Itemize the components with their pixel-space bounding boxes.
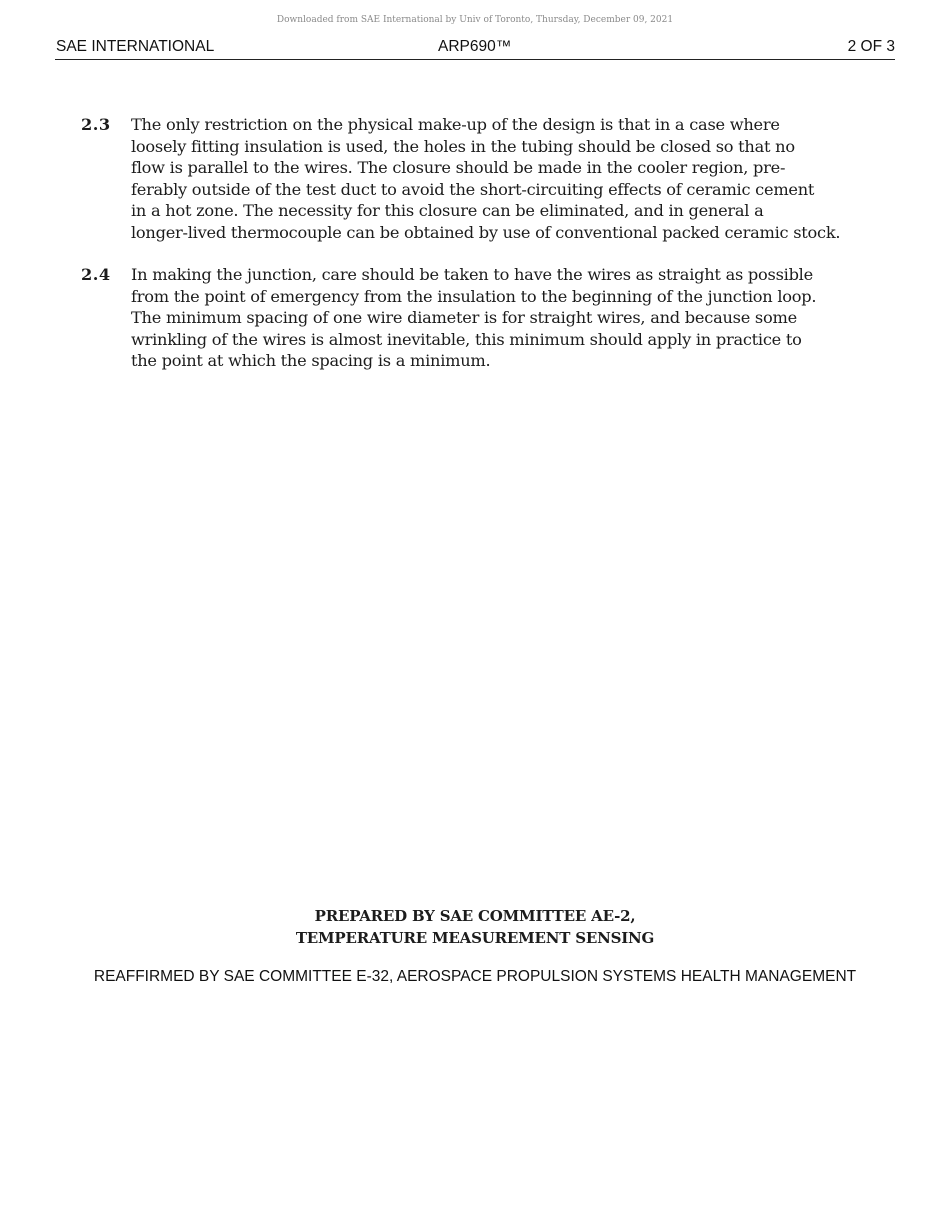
header-doc-id: ARP690™ [438, 38, 512, 55]
section-body [131, 264, 883, 372]
reaffirmed-statement: REAFFIRMED BY SAE COMMITTEE E-32, AEROSPACE PROPULSION SYSTEMS HEALTH MANAGEMENT [93, 968, 857, 985]
paragraph-line: flow is parallel to the wires. The closure should be made in the cooler region, pre- [131, 158, 786, 178]
paragraph-line: The minimum spacing of one wire diameter is for straight wires, and because some [131, 308, 797, 328]
header-page-number: 2 OF 3 [847, 38, 895, 55]
header-org: SAE INTERNATIONAL [56, 38, 215, 55]
paragraph-line: wrinkling of the wires is almost inevitable, this minimum should apply in practice to [131, 329, 802, 349]
download-watermark: Downloaded from SAE International by Univ of Toronto, Thursday, December 09, 2021 [276, 15, 674, 25]
paragraph-line: ferably outside of the test duct to avoid the short-circuiting effects of ceramic cement [131, 179, 815, 199]
paragraph-line: from the point of emergency from the insulation to the beginning of the junction loop. [131, 286, 817, 306]
prepared-by-line-2: TEMPERATURE MEASUREMENT SENSING [295, 929, 655, 947]
prepared-by-block [0, 905, 950, 949]
page-header [55, 38, 895, 60]
section-number: 2.4 [81, 265, 111, 284]
paragraph-line: in a hot zone. The necessity for this closure can be eliminated, and in general a [131, 201, 764, 221]
paragraph-line: loosely fitting insulation is used, the holes in the tubing should be closed so that no [131, 136, 795, 156]
paragraph-line: the point at which the spacing is a minimum. [131, 351, 491, 371]
section-body [131, 114, 883, 244]
paragraph-line: The only restriction on the physical make-up of the design is that in a case where [131, 115, 780, 134]
paragraph-line: In making the junction, care should be taken to have the wires as straight as possible [131, 265, 813, 284]
section-number: 2.3 [81, 115, 111, 134]
paragraph-line: longer-lived thermocouple can be obtained by use of conventional packed ceramic stock. [131, 222, 841, 242]
prepared-by-line-1: PREPARED BY SAE COMMITTEE AE-2, [314, 907, 636, 925]
